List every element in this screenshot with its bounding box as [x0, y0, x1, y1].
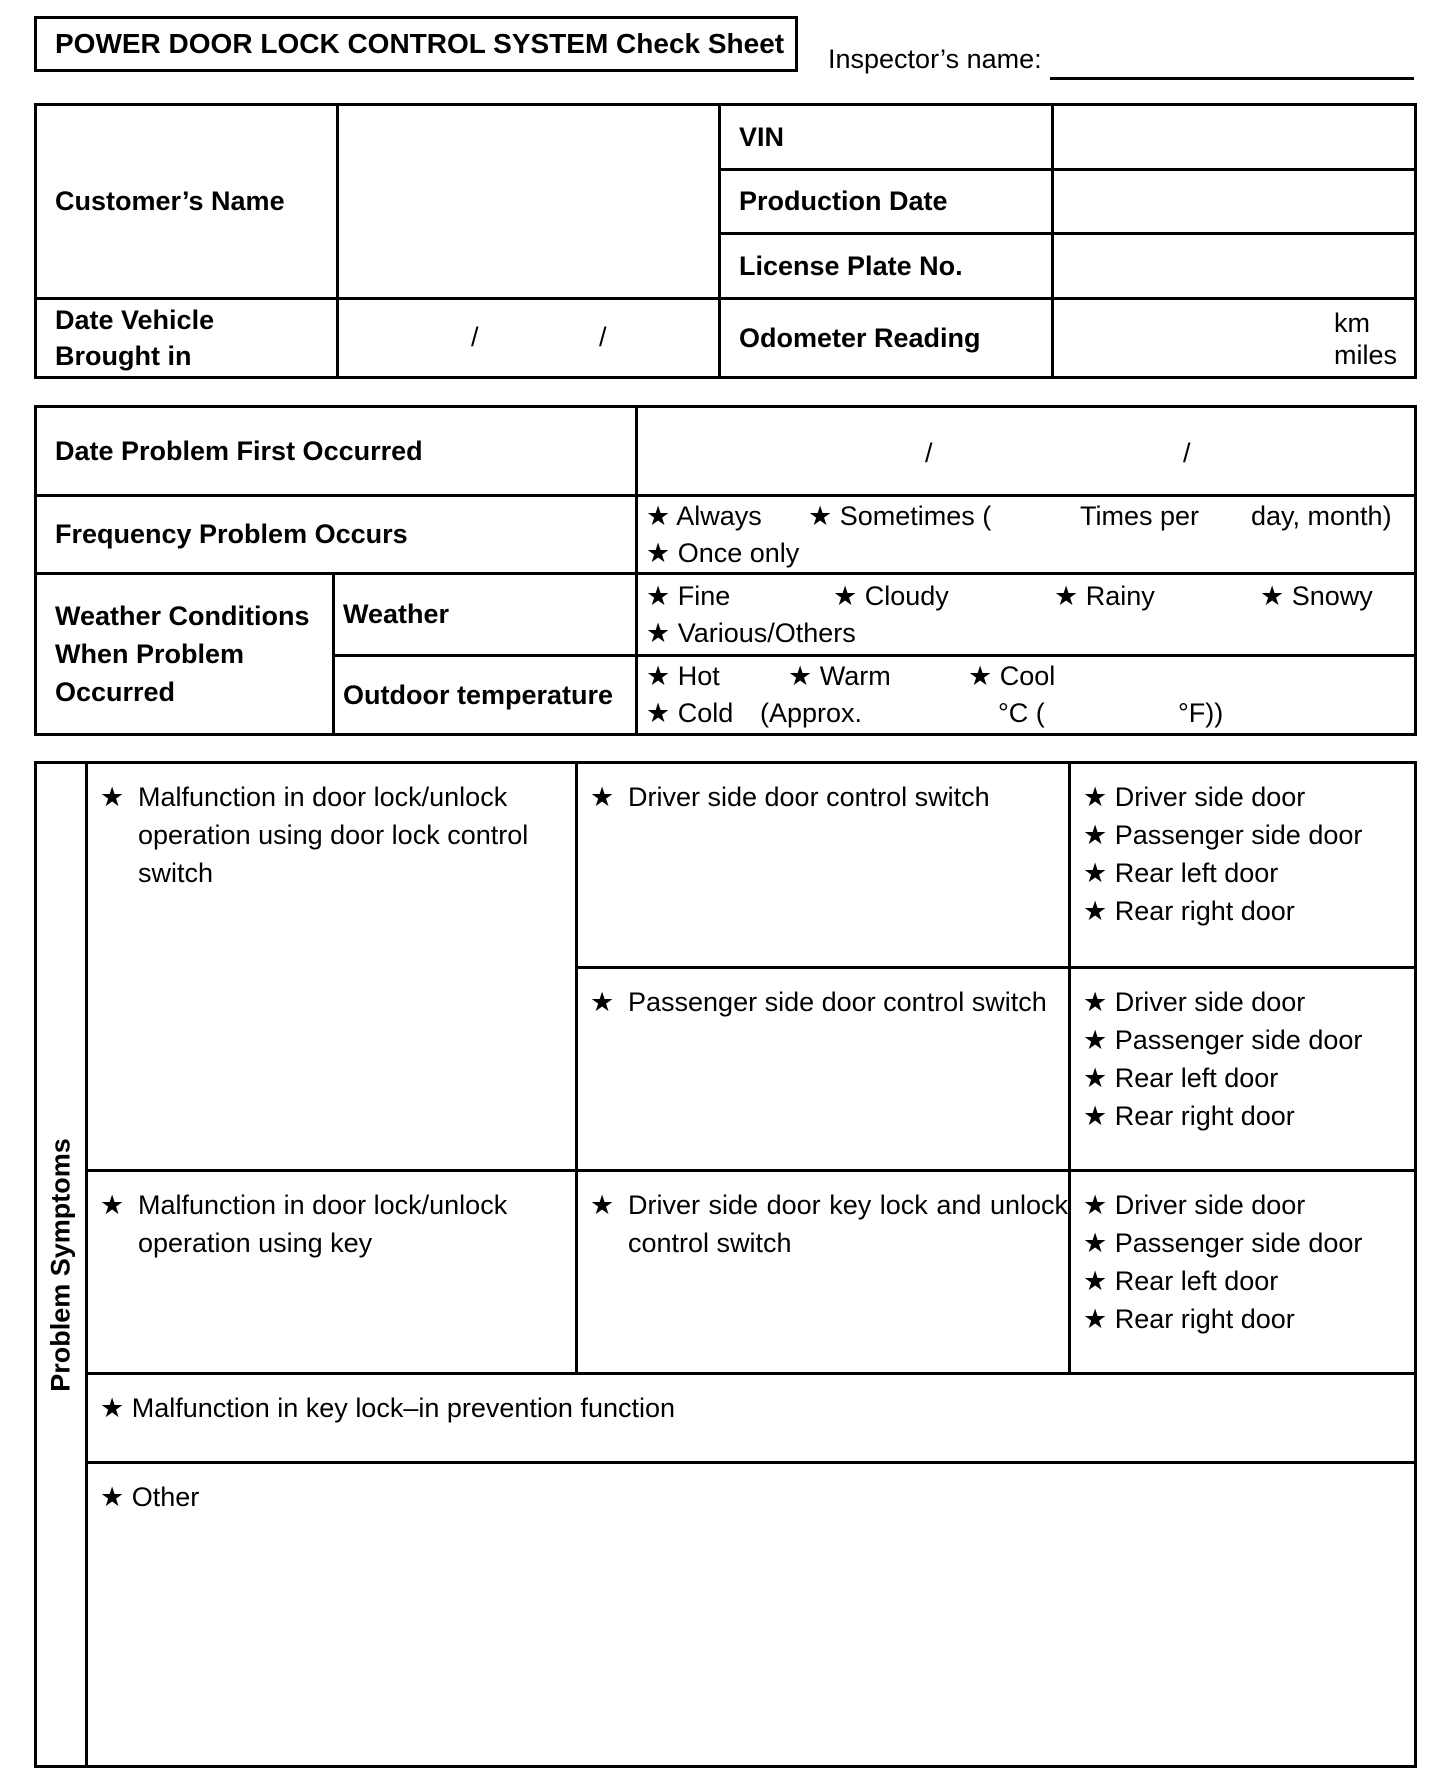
option-passenger-door[interactable]: ★ Passenger side door — [1083, 820, 1363, 850]
odometer-field[interactable] — [1053, 299, 1416, 378]
driver-key-switch-cell[interactable] — [577, 1171, 1070, 1374]
malfunction-switch-text: Malfunction in door lock/unlock operation using door lock control switch — [138, 782, 529, 888]
problem-symptoms-label: Problem Symptoms — [45, 1137, 76, 1392]
passenger-switch-cell[interactable] — [577, 968, 1070, 1171]
temp-approx: (Approx. — [760, 698, 863, 728]
frequency-options — [637, 496, 1416, 574]
option-rear-right-door[interactable]: ★ Rear right door — [1083, 1304, 1295, 1334]
weather-conditions-label-line-3: Occurred — [55, 677, 176, 707]
date-separator: / — [1183, 438, 1191, 468]
customer-name-label: Customer’s Name — [36, 105, 338, 299]
vin-label: VIN — [720, 105, 1053, 170]
weather-label: Weather — [334, 574, 637, 656]
license-plate-label: License Plate No. — [720, 234, 1053, 299]
driver-switch-cell[interactable] — [577, 763, 1070, 968]
option-rear-left-door[interactable]: ★ Rear left door — [1083, 858, 1279, 888]
option-passenger-door[interactable]: ★ Passenger side door — [1083, 1025, 1363, 1055]
malfunction-key-text: Malfunction in door lock/unlock operation using key — [138, 1190, 508, 1258]
star-icon: ★ — [100, 782, 125, 812]
problem-symptoms-label-cell — [36, 763, 87, 1767]
option-driver-door[interactable]: ★ Driver side door — [1083, 1190, 1306, 1220]
unit-miles: miles — [1334, 340, 1398, 370]
weather-various[interactable]: ★ Various/Others — [646, 617, 856, 648]
temp-celsius: °C ( — [998, 698, 1045, 728]
option-driver-door[interactable]: ★ Driver side door — [1083, 782, 1306, 812]
date-brought-in-label — [36, 299, 338, 378]
production-date-label: Production Date — [720, 170, 1053, 234]
weather-conditions-label-line-1: Weather Conditions — [55, 601, 310, 631]
production-date-field[interactable] — [1053, 170, 1416, 234]
other-text: ★ Other — [100, 1482, 200, 1512]
weather-fine[interactable]: ★ Fine — [646, 580, 731, 611]
malfunction-key-cell[interactable] — [87, 1171, 577, 1374]
temp-hot[interactable]: ★ Hot — [646, 661, 720, 691]
option-driver-door[interactable]: ★ Driver side door — [1083, 987, 1306, 1017]
inspector-label: Inspector’s name: — [828, 44, 1042, 74]
frequency-label: Frequency Problem Occurs — [36, 496, 637, 574]
first-occurred-field[interactable] — [637, 407, 1416, 496]
problem-symptoms-table — [34, 761, 1417, 1768]
star-icon: ★ — [590, 1190, 615, 1220]
star-icon: ★ — [590, 782, 615, 812]
weather-conditions-label-line-2: When Problem — [55, 639, 245, 669]
weather-cloudy[interactable]: ★ Cloudy — [833, 580, 949, 611]
driver-switch-text: Driver side door control switch — [628, 782, 990, 812]
other-option[interactable] — [87, 1463, 1416, 1767]
option-rear-right-door[interactable]: ★ Rear right door — [1083, 896, 1295, 926]
driver-key-switch-text: Driver side door key lock and unlock control switch — [628, 1190, 1068, 1258]
star-icon: ★ — [100, 1190, 125, 1220]
unit-km: km — [1334, 308, 1370, 338]
frequency-always[interactable]: ★ Always — [646, 500, 762, 531]
weather-conditions-label — [36, 574, 334, 735]
odometer-label: Odometer Reading — [720, 299, 1053, 378]
date-brought-in-label-line-2: Brought in — [55, 341, 192, 371]
passenger-switch-text: Passenger side door control switch — [628, 987, 1047, 1017]
frequency-once[interactable]: ★ Once only — [646, 537, 800, 568]
frequency-times-per: Times per — [1080, 500, 1200, 531]
option-rear-left-door[interactable]: ★ Rear left door — [1083, 1063, 1279, 1093]
date-brought-in-field[interactable] — [338, 299, 720, 378]
frequency-day-month: day, month) — [1251, 500, 1392, 531]
temp-cold[interactable]: ★ Cold — [646, 698, 734, 728]
weather-rainy[interactable]: ★ Rainy — [1054, 580, 1155, 611]
option-rear-right-door[interactable]: ★ Rear right door — [1083, 1101, 1295, 1131]
license-plate-field[interactable] — [1053, 234, 1416, 299]
date-separator: / — [599, 322, 607, 352]
temp-warm[interactable]: ★ Warm — [788, 661, 891, 691]
outdoor-temp-label: Outdoor temperature — [334, 656, 637, 735]
option-passenger-door[interactable]: ★ Passenger side door — [1083, 1228, 1363, 1258]
vehicle-info-table — [34, 103, 1417, 379]
malfunction-switch-cell[interactable] — [87, 763, 577, 1171]
key-lockin-text: ★ Malfunction in key lock–in prevention function — [100, 1393, 676, 1423]
form-title: POWER DOOR LOCK CONTROL SYSTEM Check Sheet — [34, 16, 798, 72]
temp-fahrenheit: °F)) — [1178, 698, 1224, 728]
door-list — [1070, 763, 1416, 968]
date-brought-in-label-line-1: Date Vehicle — [55, 305, 215, 335]
date-separator: / — [925, 438, 933, 468]
door-list — [1070, 968, 1416, 1171]
option-rear-left-door[interactable]: ★ Rear left door — [1083, 1266, 1279, 1296]
door-list — [1070, 1171, 1416, 1374]
inspector-name-field[interactable] — [1050, 77, 1414, 80]
key-lockin-option[interactable] — [87, 1374, 1416, 1463]
conditions-table — [34, 405, 1417, 736]
weather-options — [637, 574, 1416, 656]
frequency-sometimes[interactable]: ★ Sometimes ( — [808, 500, 992, 531]
temperature-options — [637, 656, 1416, 735]
customer-name-field[interactable] — [338, 105, 720, 299]
temp-cool[interactable]: ★ Cool — [968, 661, 1056, 691]
first-occurred-label: Date Problem First Occurred — [36, 407, 637, 496]
vin-field[interactable] — [1053, 105, 1416, 170]
date-separator: / — [471, 322, 479, 352]
weather-snowy[interactable]: ★ Snowy — [1260, 580, 1373, 611]
star-icon: ★ — [590, 987, 615, 1017]
